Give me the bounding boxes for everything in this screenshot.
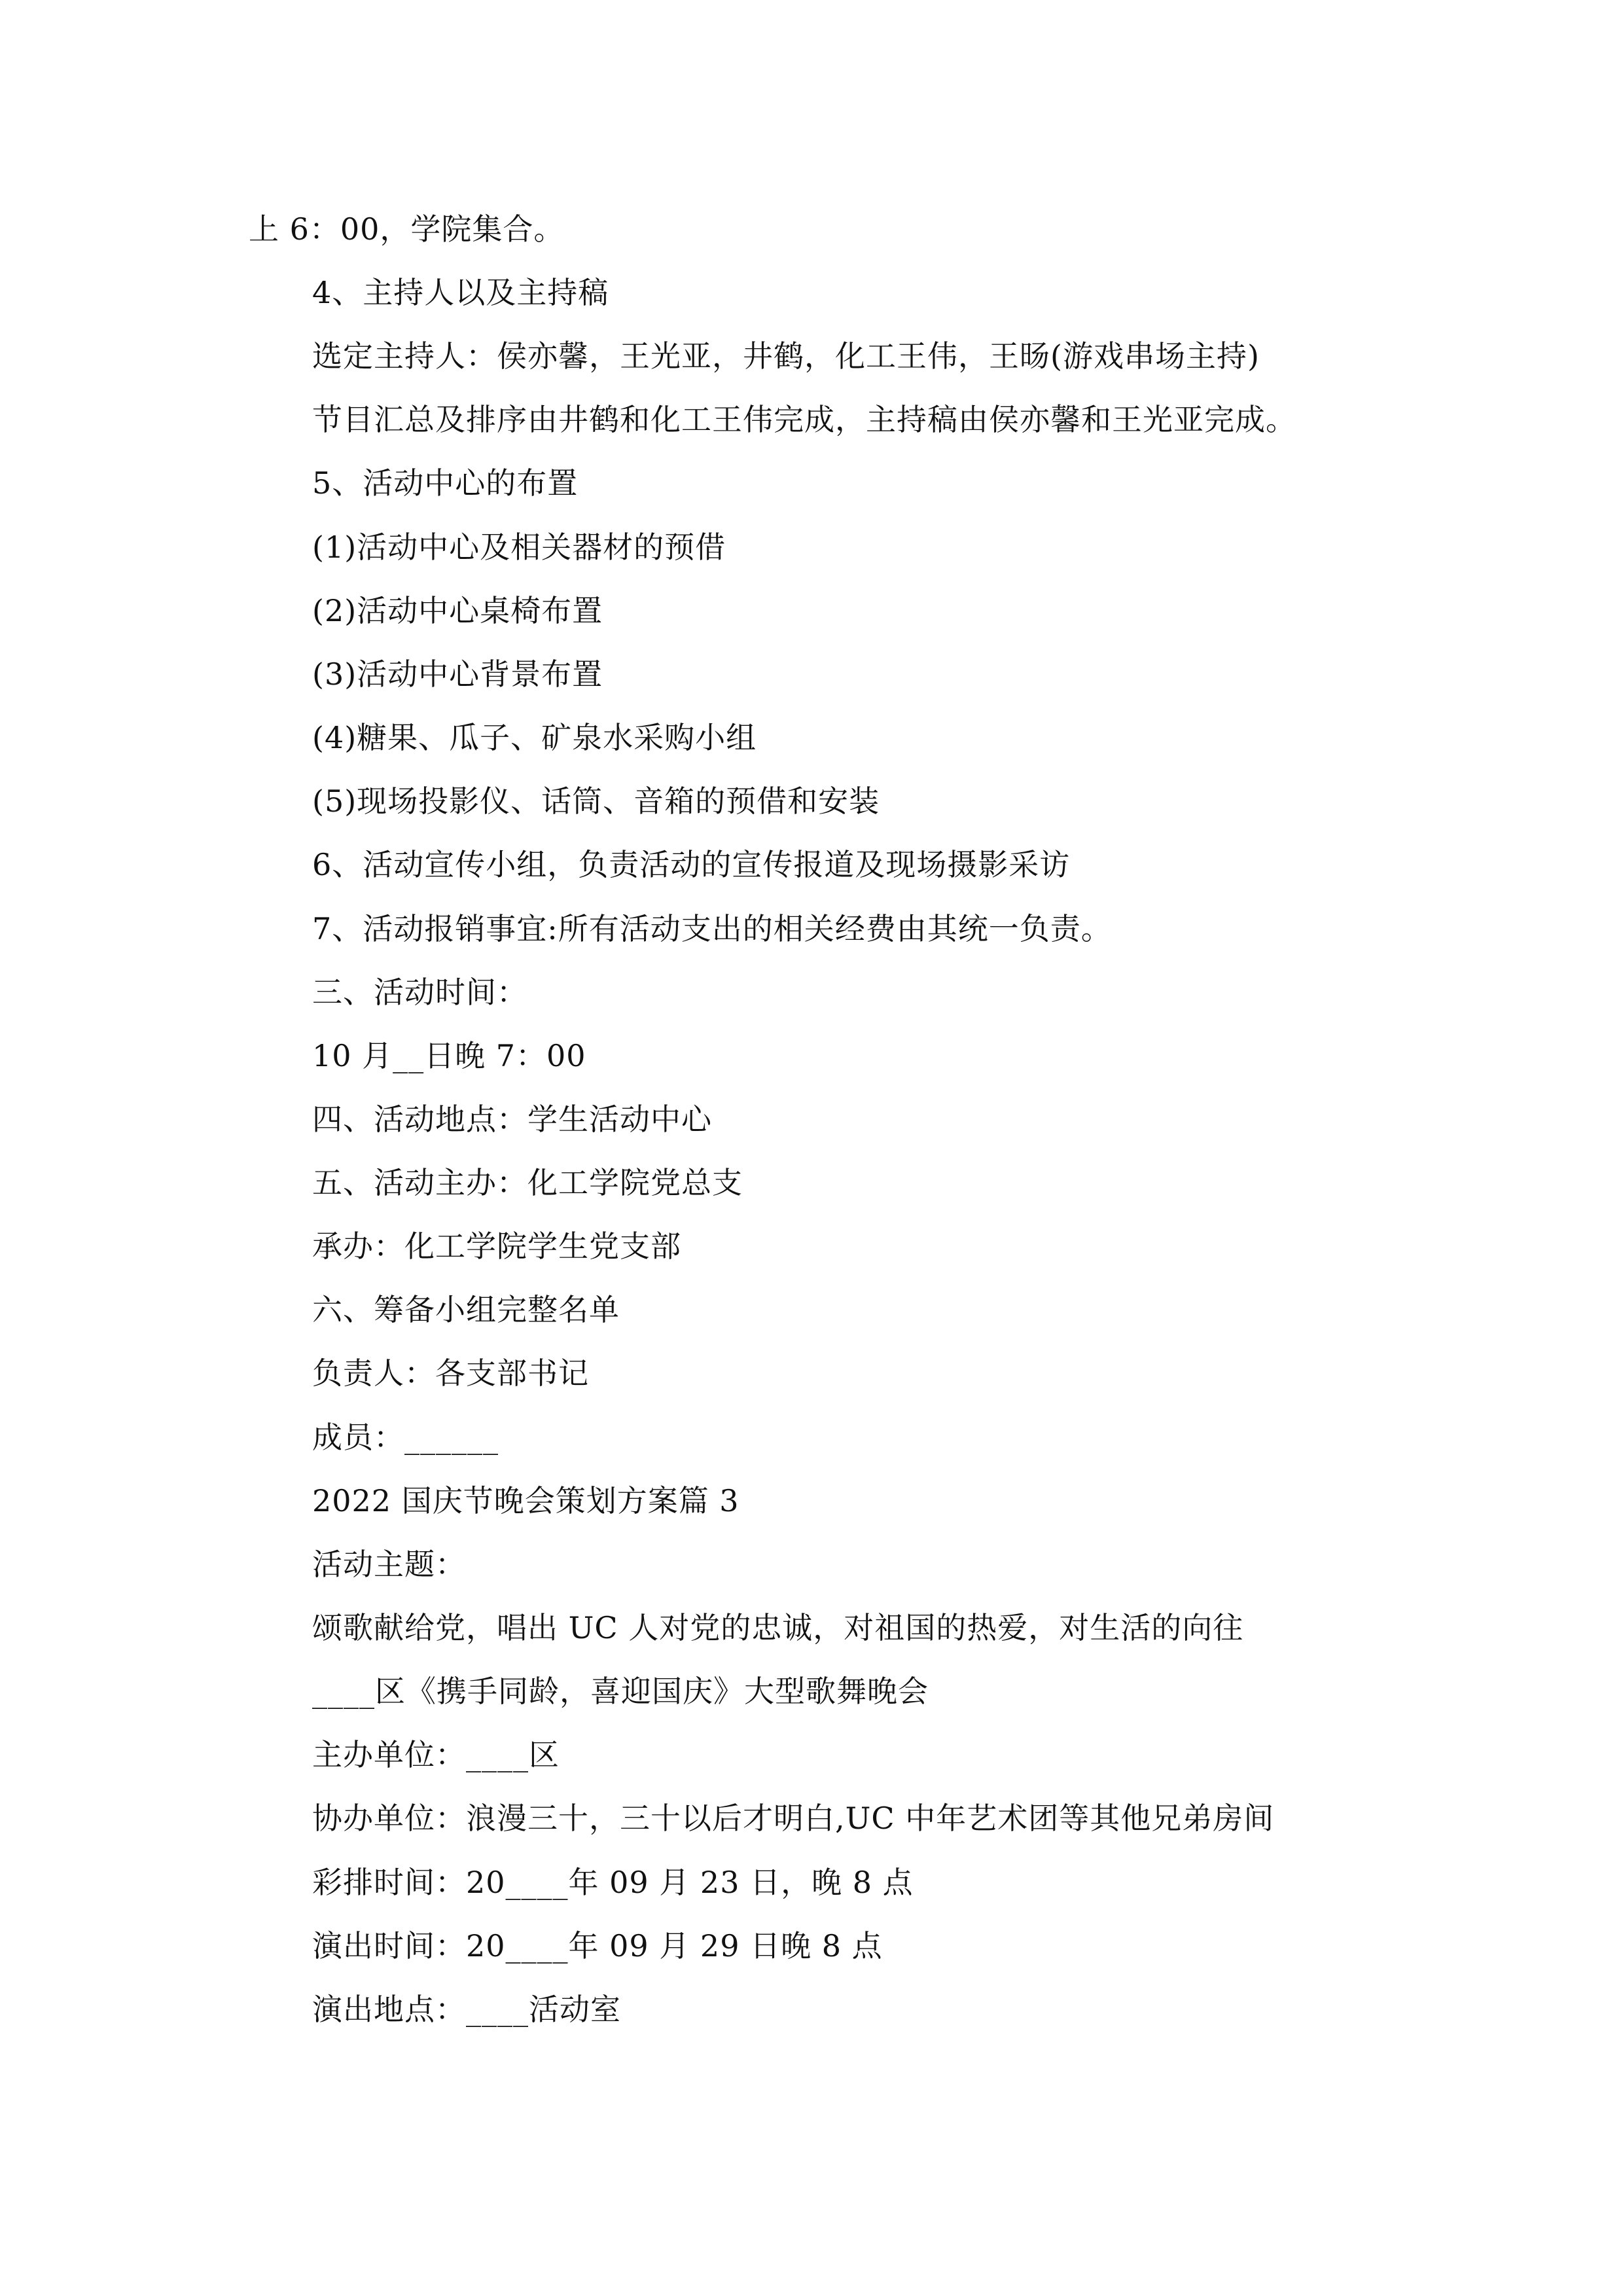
text-line: 演出时间：20____年 09 月 29 日晚 8 点: [312, 1928, 883, 1964]
text-line: 协办单位：浪漫三十，三十以后才明白,UC 中年艺术团等其他兄弟房间: [312, 1801, 1275, 1836]
section-heading: 五、活动主办：化工学院党总支: [312, 1165, 743, 1200]
text-line: (4)糖果、瓜子、矿泉水采购小组: [312, 720, 757, 755]
text-line: 4、主持人以及主持稿: [312, 275, 609, 310]
text-line: 7、活动报销事宜:所有活动支出的相关经费由其统一负责。: [312, 911, 1112, 946]
section-heading: 六、筹备小组完整名单: [312, 1292, 620, 1327]
text-line: 10 月__日晚 7：00: [312, 1038, 586, 1073]
text-line: (5)现场投影仪、话筒、音箱的预借和安装: [312, 783, 880, 819]
text-line: 节目汇总及排序由井鹤和化工王伟完成，主持稿由侯亦馨和王光亚完成。: [312, 402, 1296, 437]
text-line: 承办：化工学院学生党支部: [312, 1229, 681, 1264]
text-line: 成员：______: [312, 1420, 499, 1455]
text-line: ____区《携手同龄，喜迎国庆》大型歌舞晚会: [312, 1674, 929, 1709]
section-heading: 三、活动时间：: [312, 975, 527, 1010]
text-line: 5、活动中心的布置: [312, 465, 579, 501]
text-line: 彩排时间：20____年 09 月 23 日，晚 8 点: [312, 1865, 914, 1900]
section-heading: 四、活动地点：学生活动中心: [312, 1102, 712, 1137]
text-line: 颂歌献给党，唱出 UC 人对党的忠诚，对祖国的热爱，对生活的向往: [312, 1610, 1244, 1645]
text-line: (3)活动中心背景布置: [312, 656, 603, 692]
text-line: 主办单位：____区: [312, 1737, 560, 1772]
document-title: 2022 国庆节晚会策划方案篇 3: [312, 1483, 740, 1518]
text-line: 演出地点：____活动室: [312, 1992, 621, 2027]
text-line: 上 6：00，学院集合。: [249, 211, 565, 247]
text-line: 活动主题：: [312, 1547, 466, 1582]
text-line: (2)活动中心桌椅布置: [312, 593, 603, 628]
text-line: (1)活动中心及相关器材的预借: [312, 529, 726, 565]
text-line: 负责人：各支部书记: [312, 1355, 589, 1391]
text-line: 选定主持人：侯亦馨，王光亚，井鹤，化工王伟，王旸(游戏串场主持): [312, 338, 1260, 374]
text-line: 6、活动宣传小组，负责活动的宣传报道及现场摄影采访: [312, 847, 1071, 882]
